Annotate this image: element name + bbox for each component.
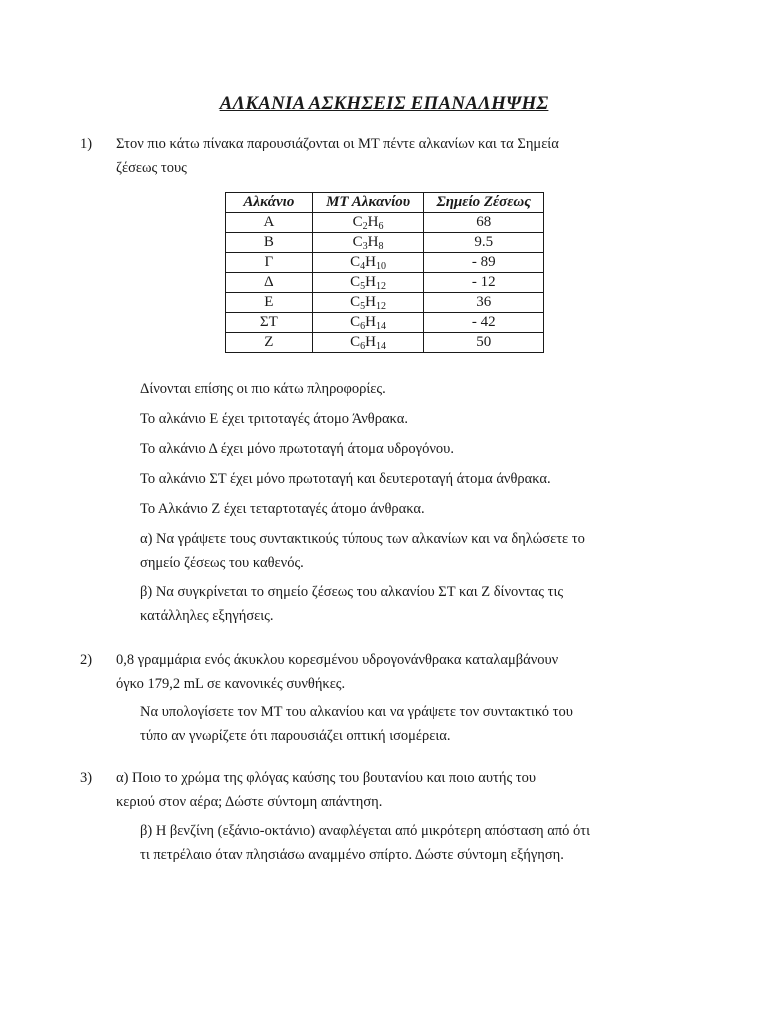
alkane-name: Ε bbox=[226, 293, 313, 313]
alkane-name: Β bbox=[226, 233, 313, 253]
molecular-formula: $C_3H_8$ bbox=[312, 233, 424, 253]
boiling-point: 36 bbox=[424, 293, 544, 313]
column-header-molecular-formula: ΜΤ Αλκανίου bbox=[312, 193, 424, 213]
table-row bbox=[226, 213, 544, 233]
alkane-name: Δ bbox=[226, 273, 313, 293]
question-1-part-b: β) Να συγκρίνεται το σημείο ζέσεως του αλκανίου ΣΤ και Ζ δίνοντας τις κατάλληλες εξηγήσεις. bbox=[140, 584, 564, 624]
question-1 bbox=[80, 132, 559, 180]
table-row bbox=[226, 333, 544, 353]
question-number: 1) bbox=[80, 136, 93, 152]
boiling-point: 9.5 bbox=[424, 233, 544, 253]
boiling-point: 50 bbox=[424, 333, 544, 353]
info-intro: Δίνονται επίσης οι πιο κάτω πληροφορίες. bbox=[140, 381, 386, 397]
molecular-formula: $C_6H_{14}$ bbox=[312, 313, 424, 333]
info-line: Το Αλκάνιο Ζ έχει τεταρτοταγές άτομο άνθρακα. bbox=[140, 501, 425, 517]
page-title: ΑΛΚΑΝΙΑ ΑΣΚΗΣΕΙΣ ΕΠΑΝΑΛΗΨΗΣ bbox=[219, 93, 549, 114]
molecular-formula: $C_5H_{12}$ bbox=[312, 273, 424, 293]
info-line: Το αλκάνιο Δ έχει μόνο πρωτοταγή άτομα υδρογόνου. bbox=[140, 441, 454, 457]
question-2-task: Να υπολογίσετε τον ΜΤ του αλκανίου και να γράψετε τον συντακτικό του τύπο αν γνωρίζετε ότι παρουσιάζει οπτική ισομέρεια. bbox=[140, 704, 573, 744]
question-3-part-a-line: α) Ποιο το χρώμα της φλόγας καύσης του βουτανίου και ποιο αυτής του bbox=[116, 770, 537, 786]
info-line: Το αλκάνιο Ε έχει τριτοταγές άτομο Άνθρακα. bbox=[140, 411, 408, 427]
boiling-point: 68 bbox=[424, 213, 544, 233]
question-number: 3) bbox=[80, 770, 93, 786]
alkane-name: Α bbox=[226, 213, 313, 233]
boiling-point: - 12 bbox=[424, 273, 544, 293]
table-header-row bbox=[226, 193, 544, 213]
column-header-alkane: Αλκάνιο bbox=[226, 193, 313, 213]
table-row bbox=[226, 233, 544, 253]
question-text-line: Στον πιο κάτω πίνακα παρουσιάζονται οι ΜΤ πέντε αλκανίων και τα Σημεία bbox=[116, 136, 559, 152]
alkane-name: ΣΤ bbox=[226, 313, 313, 333]
table-row bbox=[226, 293, 544, 313]
question-text-line: ζέσεως τους bbox=[116, 160, 187, 176]
alkanes-table bbox=[225, 192, 544, 353]
table-row bbox=[226, 253, 544, 273]
molecular-formula: $C_2H_6$ bbox=[312, 213, 424, 233]
question-number: 2) bbox=[80, 652, 93, 668]
molecular-formula: $C_4H_{10}$ bbox=[312, 253, 424, 273]
boiling-point: - 42 bbox=[424, 313, 544, 333]
table-row bbox=[226, 273, 544, 293]
boiling-point: - 89 bbox=[424, 253, 544, 273]
question-2 bbox=[80, 648, 559, 696]
alkane-name: Γ bbox=[226, 253, 313, 273]
table-row bbox=[226, 313, 544, 333]
question-3-part-b: β) Η βενζίνη (εξάνιο-οκτάνιο) αναφλέγεται από μικρότερη απόσταση από ότι τι πετρέλαιο όταν πλησιάσω αναμμένο σπίρτο. Δώστε σύντομη εξήγηση. bbox=[140, 823, 590, 863]
molecular-formula: $C_5H_{12}$ bbox=[312, 293, 424, 313]
question-text-line: 0,8 γραμμάρια ενός άκυκλου κορεσμένου υδρογονάνθρακα καταλαμβάνουν bbox=[116, 652, 559, 668]
question-text-line: όγκο 179,2 mL σε κανονικές συνθήκες. bbox=[116, 676, 346, 692]
question-3 bbox=[80, 766, 537, 814]
question-3-part-a-line: κεριού στον αέρα; Δώστε σύντομη απάντηση. bbox=[116, 794, 383, 810]
info-line: Το αλκάνιο ΣΤ έχει μόνο πρωτοταγή και δευτεροταγή άτομα άνθρακα. bbox=[140, 471, 551, 487]
alkane-name: Ζ bbox=[226, 333, 313, 353]
column-header-boiling-point: Σημείο Ζέσεως bbox=[424, 193, 544, 213]
molecular-formula: $C_6H_{14}$ bbox=[312, 333, 424, 353]
question-1-part-a: α) Να γράψετε τους συντακτικούς τύπους των αλκανίων και να δηλώσετε το σημείο ζέσεως του καθενός. bbox=[140, 531, 585, 571]
